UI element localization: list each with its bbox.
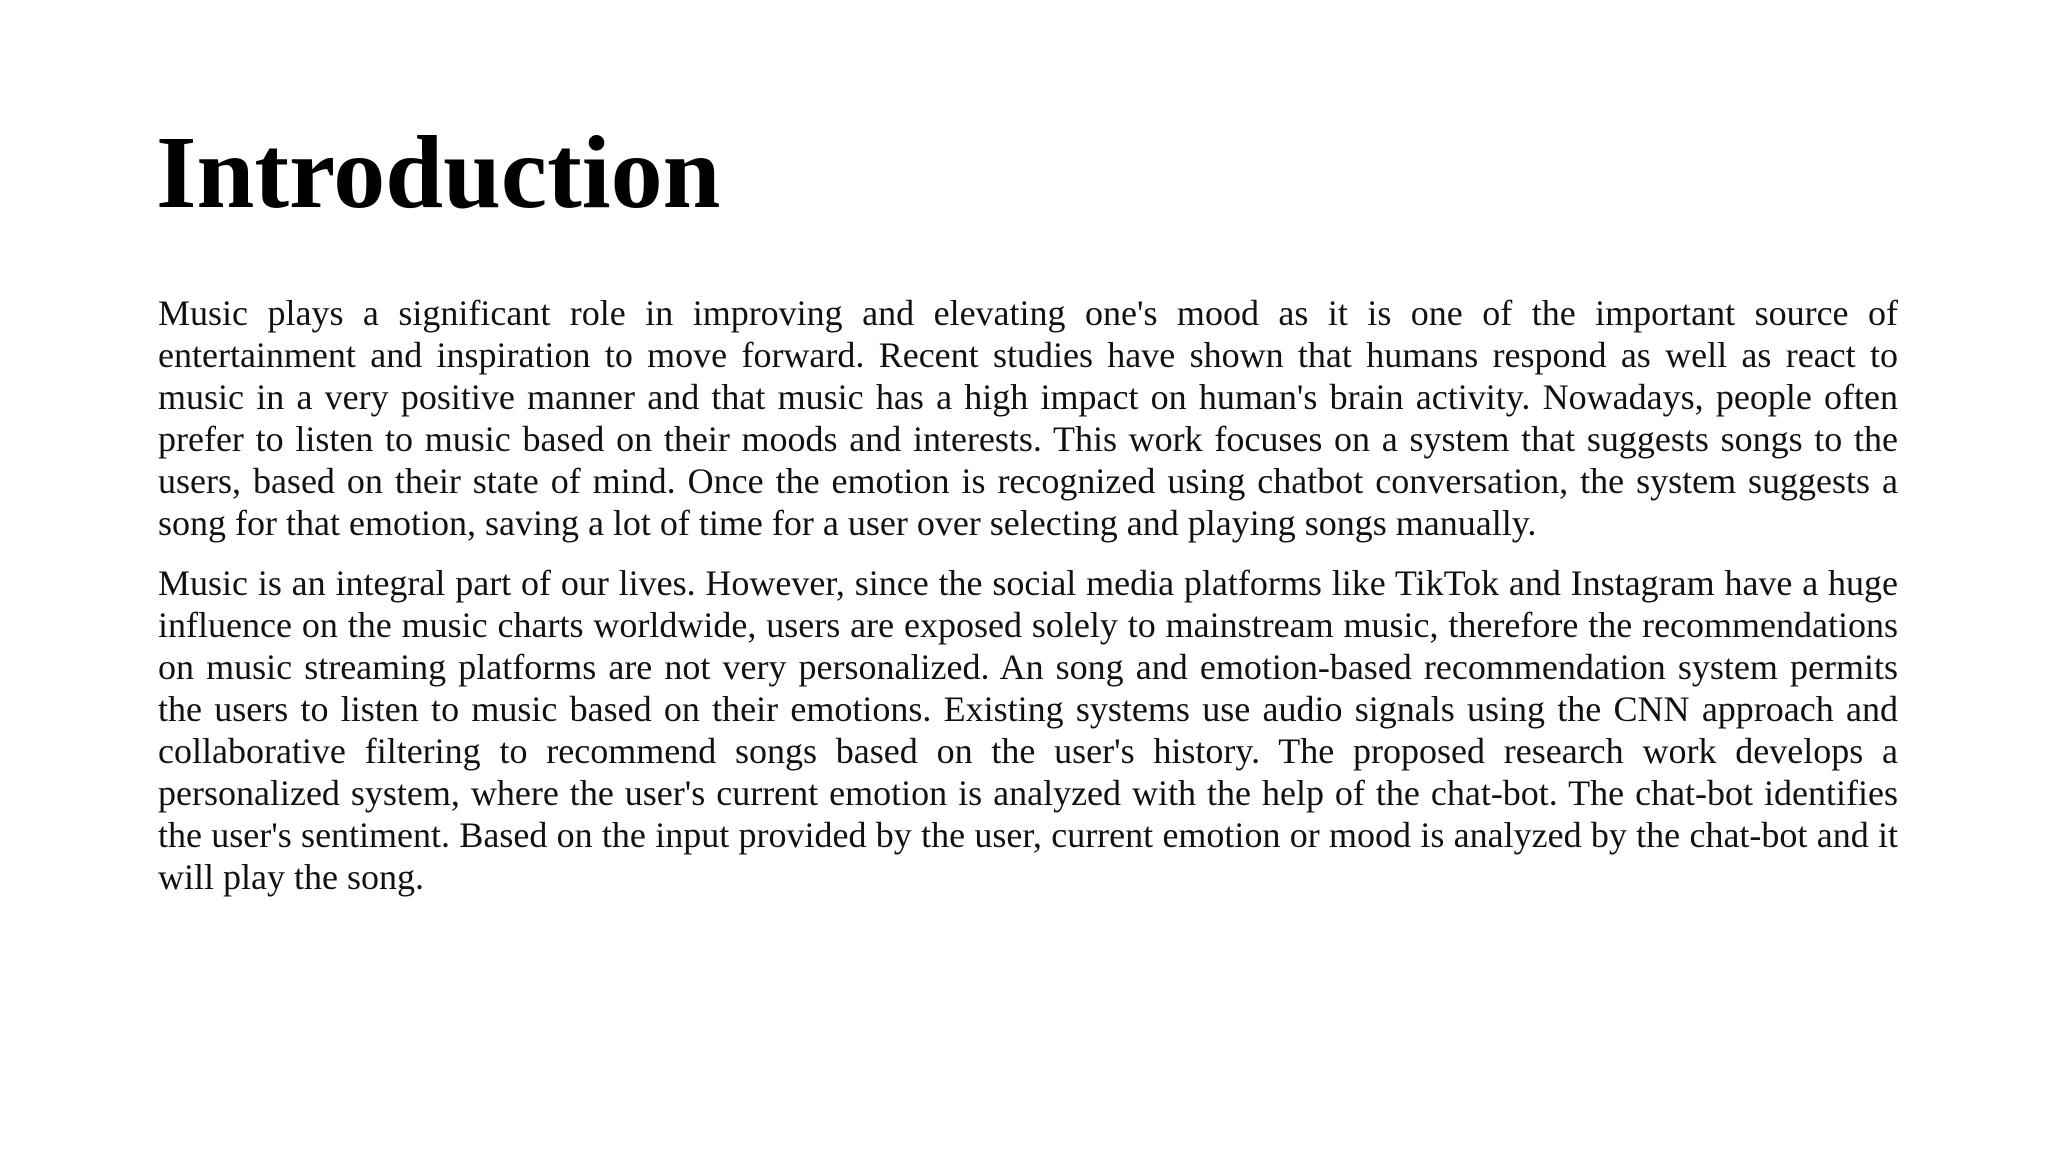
body-paragraph-2: Music is an integral part of our lives. However, since the social media platforms like TikTok and Instagram have a huge influence on the music charts worldwide, users are exposed solely to mainstream music, therefore the recommendations on music streaming platforms are not very personalized. An song and emotion-based recommendation system permits the users to listen to music based on their emotions. Existing systems use audio signals using the CNN approach and collaborative filtering to recommend songs based on the user's history. The proposed research work develops a personalized system, where the user's current emotion is analyzed with the help of the chat-bot. The chat-bot identifies the user's sentiment. Based on the input provided by the user, current emotion or mood is analyzed by the chat-bot and it will play the song. [158, 563, 1898, 897]
slide-title: Introduction [156, 115, 721, 230]
slide-body [158, 292, 1898, 916]
body-paragraph-1: Music plays a significant role in improving and elevating one's mood as it is one of the important source of entertainment and inspiration to move forward. Recent studies have shown that humans respond as well as react to music in a very positive manner and that music has a high impact on human's brain activity. Nowadays, people often prefer to listen to music based on their moods and interests. This work focuses on a system that suggests songs to the users, based on their state of mind. Once the emotion is recognized using chatbot conversation, the system suggests a song for that emotion, saving a lot of time for a user over selecting and playing songs manually. [158, 293, 1898, 543]
